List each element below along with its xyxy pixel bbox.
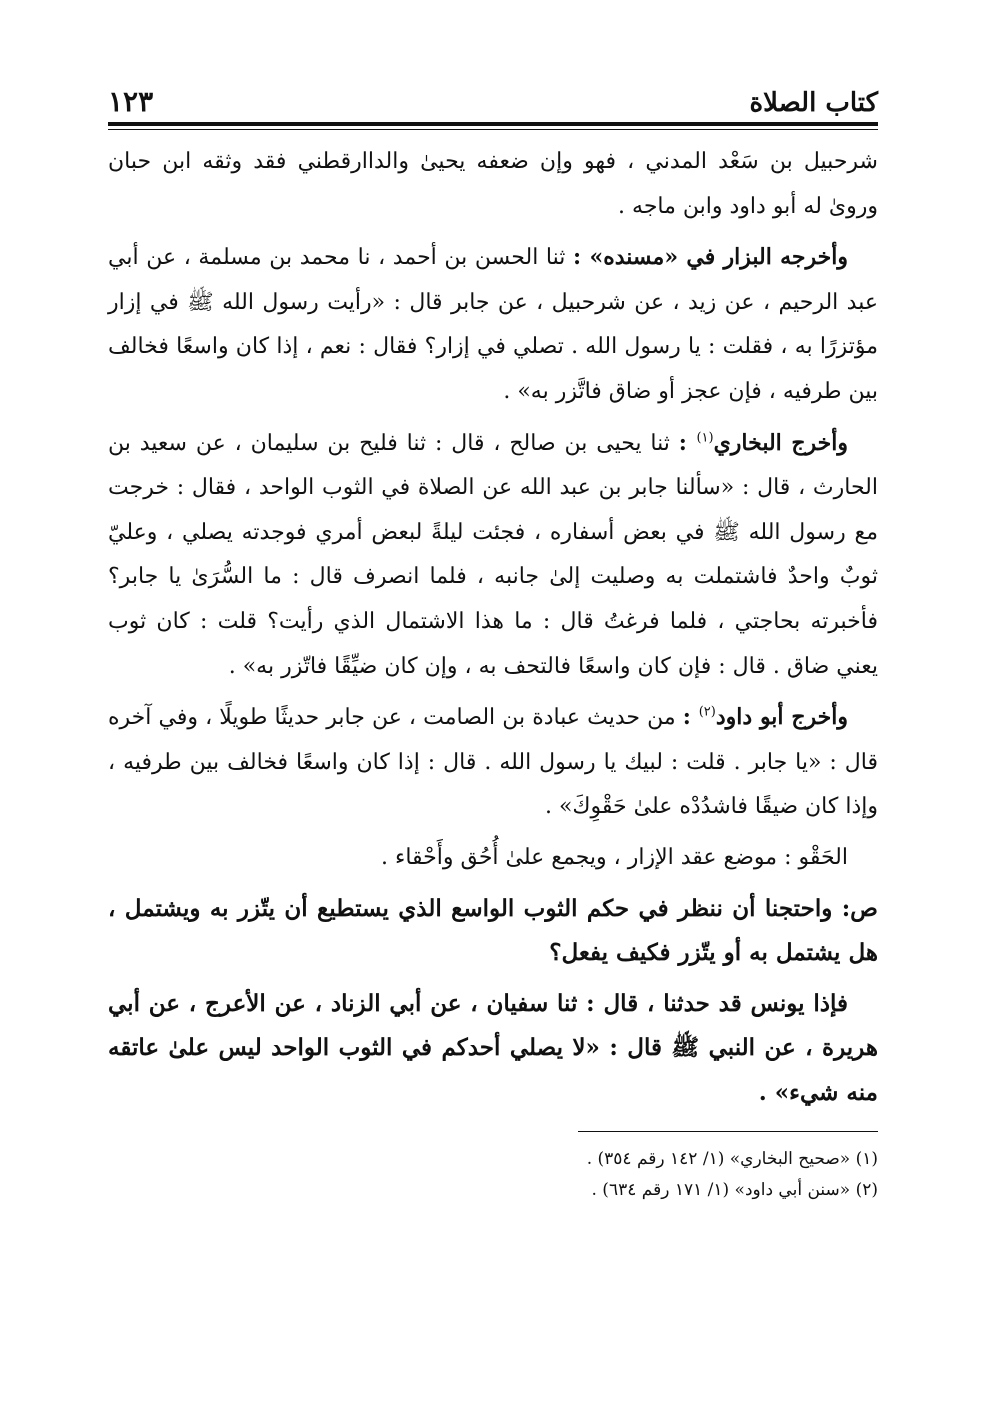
paragraph-7 (108, 982, 878, 1116)
paragraph-5-text: الحَقْو : موضع عقد الإزار ، ويجمع علىٰ أُحُق وأَحْقاء . (380, 844, 848, 870)
page-number: ١٢٣ (108, 85, 154, 118)
paragraph-4 (108, 695, 878, 830)
paragraph-3 (108, 421, 878, 690)
running-header (108, 78, 878, 118)
chapter-title: كتاب الصلاة (749, 88, 878, 118)
paragraph-7-text: فإذا يونس قد حدثنا ، قال : ثنا سفيان ، عن أبي الزناد ، عن الأعرج ، عن أبي هريرة ، عن النبي ﷺ قال : «لا يصلي أحدكم في الثوب الواحد ليس علىٰ عاتقه منه شيء» . (108, 989, 878, 1106)
main-text (108, 140, 878, 1115)
paragraph-3-text: ثنا يحيى بن صالح ، قال : ثنا فليح بن سليمان ، عن سعيد بن الحارث ، قال : «سألنا جابر بن عبد الله عن الصلاة في الثوب الواحد ، فقال : خرجت مع رسول الله ﷺ في بعض أسفاره ، فجئت ليلةً لبعض أمري فوجدته يصلي ، وعليّ ثوبٌ واحدٌ فاشتملت به وصليت إلىٰ جانبه ، فلما انصرف قال : ما السُّرَىٰ يا جابر؟ فأخبرته بحاجتي ، فلما فرغتُ قال : ما هذا الاشتمال الذي رأيت؟ قلت : كان ثوب يعني ضاق . قال : فإن كان واسعًا فالتحف به ، وإن كان ضيِّقًا فاتّزر به» . (108, 430, 878, 679)
paragraph-1 (108, 140, 878, 229)
header-rule-thick (108, 122, 878, 126)
footnote-ref-1: (١) (696, 430, 714, 446)
paragraph-4-lead: وأخرج أبو داود (715, 704, 848, 731)
paragraph-6 (108, 887, 878, 976)
paragraph-3-lead: وأخرج البخاري (713, 429, 848, 456)
paragraph-1-text: شرحبيل بن سَعْد المدني ، فهو وإن ضعفه يحيىٰ والداارقطني فقد وثقه ابن حبان وروىٰ له أبو داود وابن ماجه . (108, 149, 878, 219)
paragraph-2-text: ثنا الحسن بن أحمد ، نا محمد بن مسلمة ، عن أبي عبد الرحيم ، عن زيد ، عن شرحبيل ، عن جابر قال : «رأيت رسول الله ﷺ في إزار مؤتزرًا به ، فقلت : يا رسول الله . تصلي في إزار؟ فقال : نعم ، إذا كان واسعًا فخالف بين طرفيه ، فإن عجز أو ضاق فاتَّزر به» . (108, 245, 878, 404)
paragraph-4-colon: : (682, 704, 699, 731)
footnote-separator (578, 1131, 878, 1132)
paragraph-2-lead: وأخرجه البزار في «مسنده» : (573, 244, 848, 271)
paragraph-6-text: ص: واحتجنا أن ننظر في حكم الثوب الواسع الذي يستطيع أن يتّزر به ويشتمل ، هل يشتمل به أو يتّزر فكيف يفعل؟ (108, 894, 878, 967)
footnotes (108, 1144, 878, 1206)
book-page (108, 78, 878, 1206)
header-rule-thin (108, 129, 878, 130)
footnote-1: (١) «صحيح البخاري» (١/ ١٤٢ رقم ٣٥٤) . (586, 1149, 878, 1170)
paragraph-3-colon: : (678, 429, 697, 456)
paragraph-2 (108, 235, 878, 414)
paragraph-5 (108, 836, 878, 881)
footnote-ref-2: (٢) (698, 704, 716, 720)
footnote-2: (٢) «سنن أبي داود» (١/ ١٧١ رقم ٦٣٤) . (591, 1180, 878, 1201)
paragraph-4-text: من حديث عبادة بن الصامت ، عن جابر حديثًا طويلًا ، وفي آخره قال : «يا جابر . قلت : لبيك يا رسول الله . قال : إذا كان واسعًا فخالف بين طرفيه ، وإذا كان ضيقًا فاشدُدْه علىٰ حَقْوِكَ» . (108, 705, 878, 820)
